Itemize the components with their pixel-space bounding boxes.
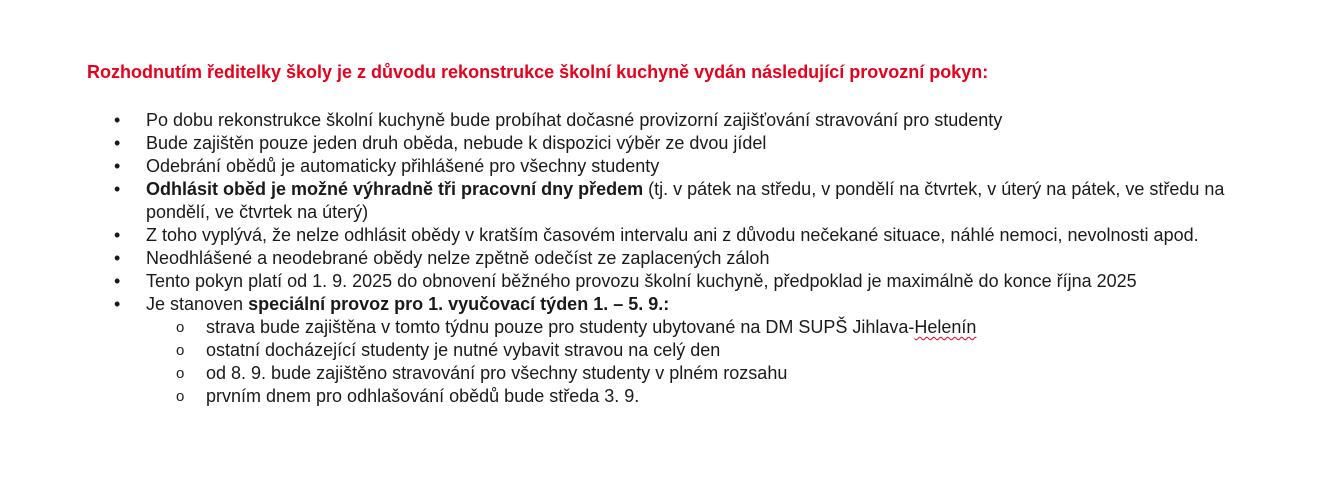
list-item-text: Je stanoven	[146, 294, 249, 314]
sub-list-item	[146, 316, 1260, 339]
sub-list-item-text: ostatní docházející studenty je nutné vybavit stravou na celý den	[206, 340, 721, 360]
sub-list-item-text: prvním dnem pro odhlašování obědů bude středa 3. 9.	[206, 386, 640, 406]
list-item	[0, 224, 1320, 247]
circle-bullet-icon: o	[176, 319, 185, 336]
list-item-text: Odebrání obědů je automaticky přihlášené pro všechny studenty	[146, 156, 660, 176]
list-item-bold-text: speciální provoz pro 1. vyučovací týden 1. – 5. 9.:	[248, 294, 670, 314]
list-item	[0, 270, 1320, 293]
bullet-icon: •	[114, 225, 121, 245]
circle-bullet-icon: o	[176, 365, 185, 382]
bullet-icon: •	[114, 271, 121, 291]
list-item-text: Z toho vyplývá, že nelze odhlásit obědy v kratším časovém intervalu ani z důvodu nečekané situace, náhlé nemoci, nevolnosti apod.	[146, 225, 1199, 245]
notice-list	[0, 109, 1320, 408]
sub-list-item	[146, 362, 1260, 385]
list-item-text: Bude zajištěn pouze jeden druh oběda, nebude k dispozici výběr ze dvou jídel	[146, 133, 767, 153]
list-item-text: (tj. v pátek na středu, v pondělí na čtvrtek, v úterý na pátek, ve středu na pondělí, ve čtvrtek na úterý)	[146, 179, 1225, 222]
list-item-text: Tento pokyn platí od 1. 9. 2025 do obnovení běžného provozu školní kuchyně, předpoklad je maximálně do konce října 2025	[146, 271, 1137, 291]
bullet-icon: •	[114, 133, 121, 153]
sub-list-item-text: strava bude zajištěna v tomto týdnu pouze pro studenty ubytované na DM SUPŠ Jihlava-	[206, 317, 915, 337]
list-item	[0, 293, 1320, 408]
bullet-icon: •	[114, 179, 121, 199]
list-item-text: Po dobu rekonstrukce školní kuchyně bude probíhat dočasné provizorní zajišťování stravování pro studenty	[146, 110, 1003, 130]
list-item-text: Neodhlášené a neodebrané obědy nelze zpětně odečíst ze zaplacených záloh	[146, 248, 770, 268]
sub-list-item	[146, 385, 1260, 408]
bullet-icon: •	[114, 294, 121, 314]
bullet-icon: •	[114, 156, 121, 176]
bullet-icon: •	[114, 110, 121, 130]
sub-list-item	[146, 339, 1260, 362]
list-item	[0, 109, 1320, 132]
list-item-bold-text: Odhlásit oběd je možné výhradně tři pracovní dny předem	[146, 179, 644, 199]
list-item	[0, 132, 1320, 155]
notice-heading: Rozhodnutím ředitelky školy je z důvodu rekonstrukce školní kuchyně vydán následující provozní pokyn:	[87, 62, 989, 82]
list-item	[0, 247, 1320, 270]
list-item	[0, 155, 1320, 178]
sub-list	[146, 316, 1260, 408]
circle-bullet-icon: o	[176, 388, 185, 405]
spellcheck-word: Helenín	[914, 317, 977, 337]
list-item	[0, 178, 1320, 224]
circle-bullet-icon: o	[176, 342, 185, 359]
sub-list-item-text: od 8. 9. bude zajištěno stravování pro všechny studenty v plném rozsahu	[206, 363, 788, 383]
bullet-icon: •	[114, 248, 121, 268]
